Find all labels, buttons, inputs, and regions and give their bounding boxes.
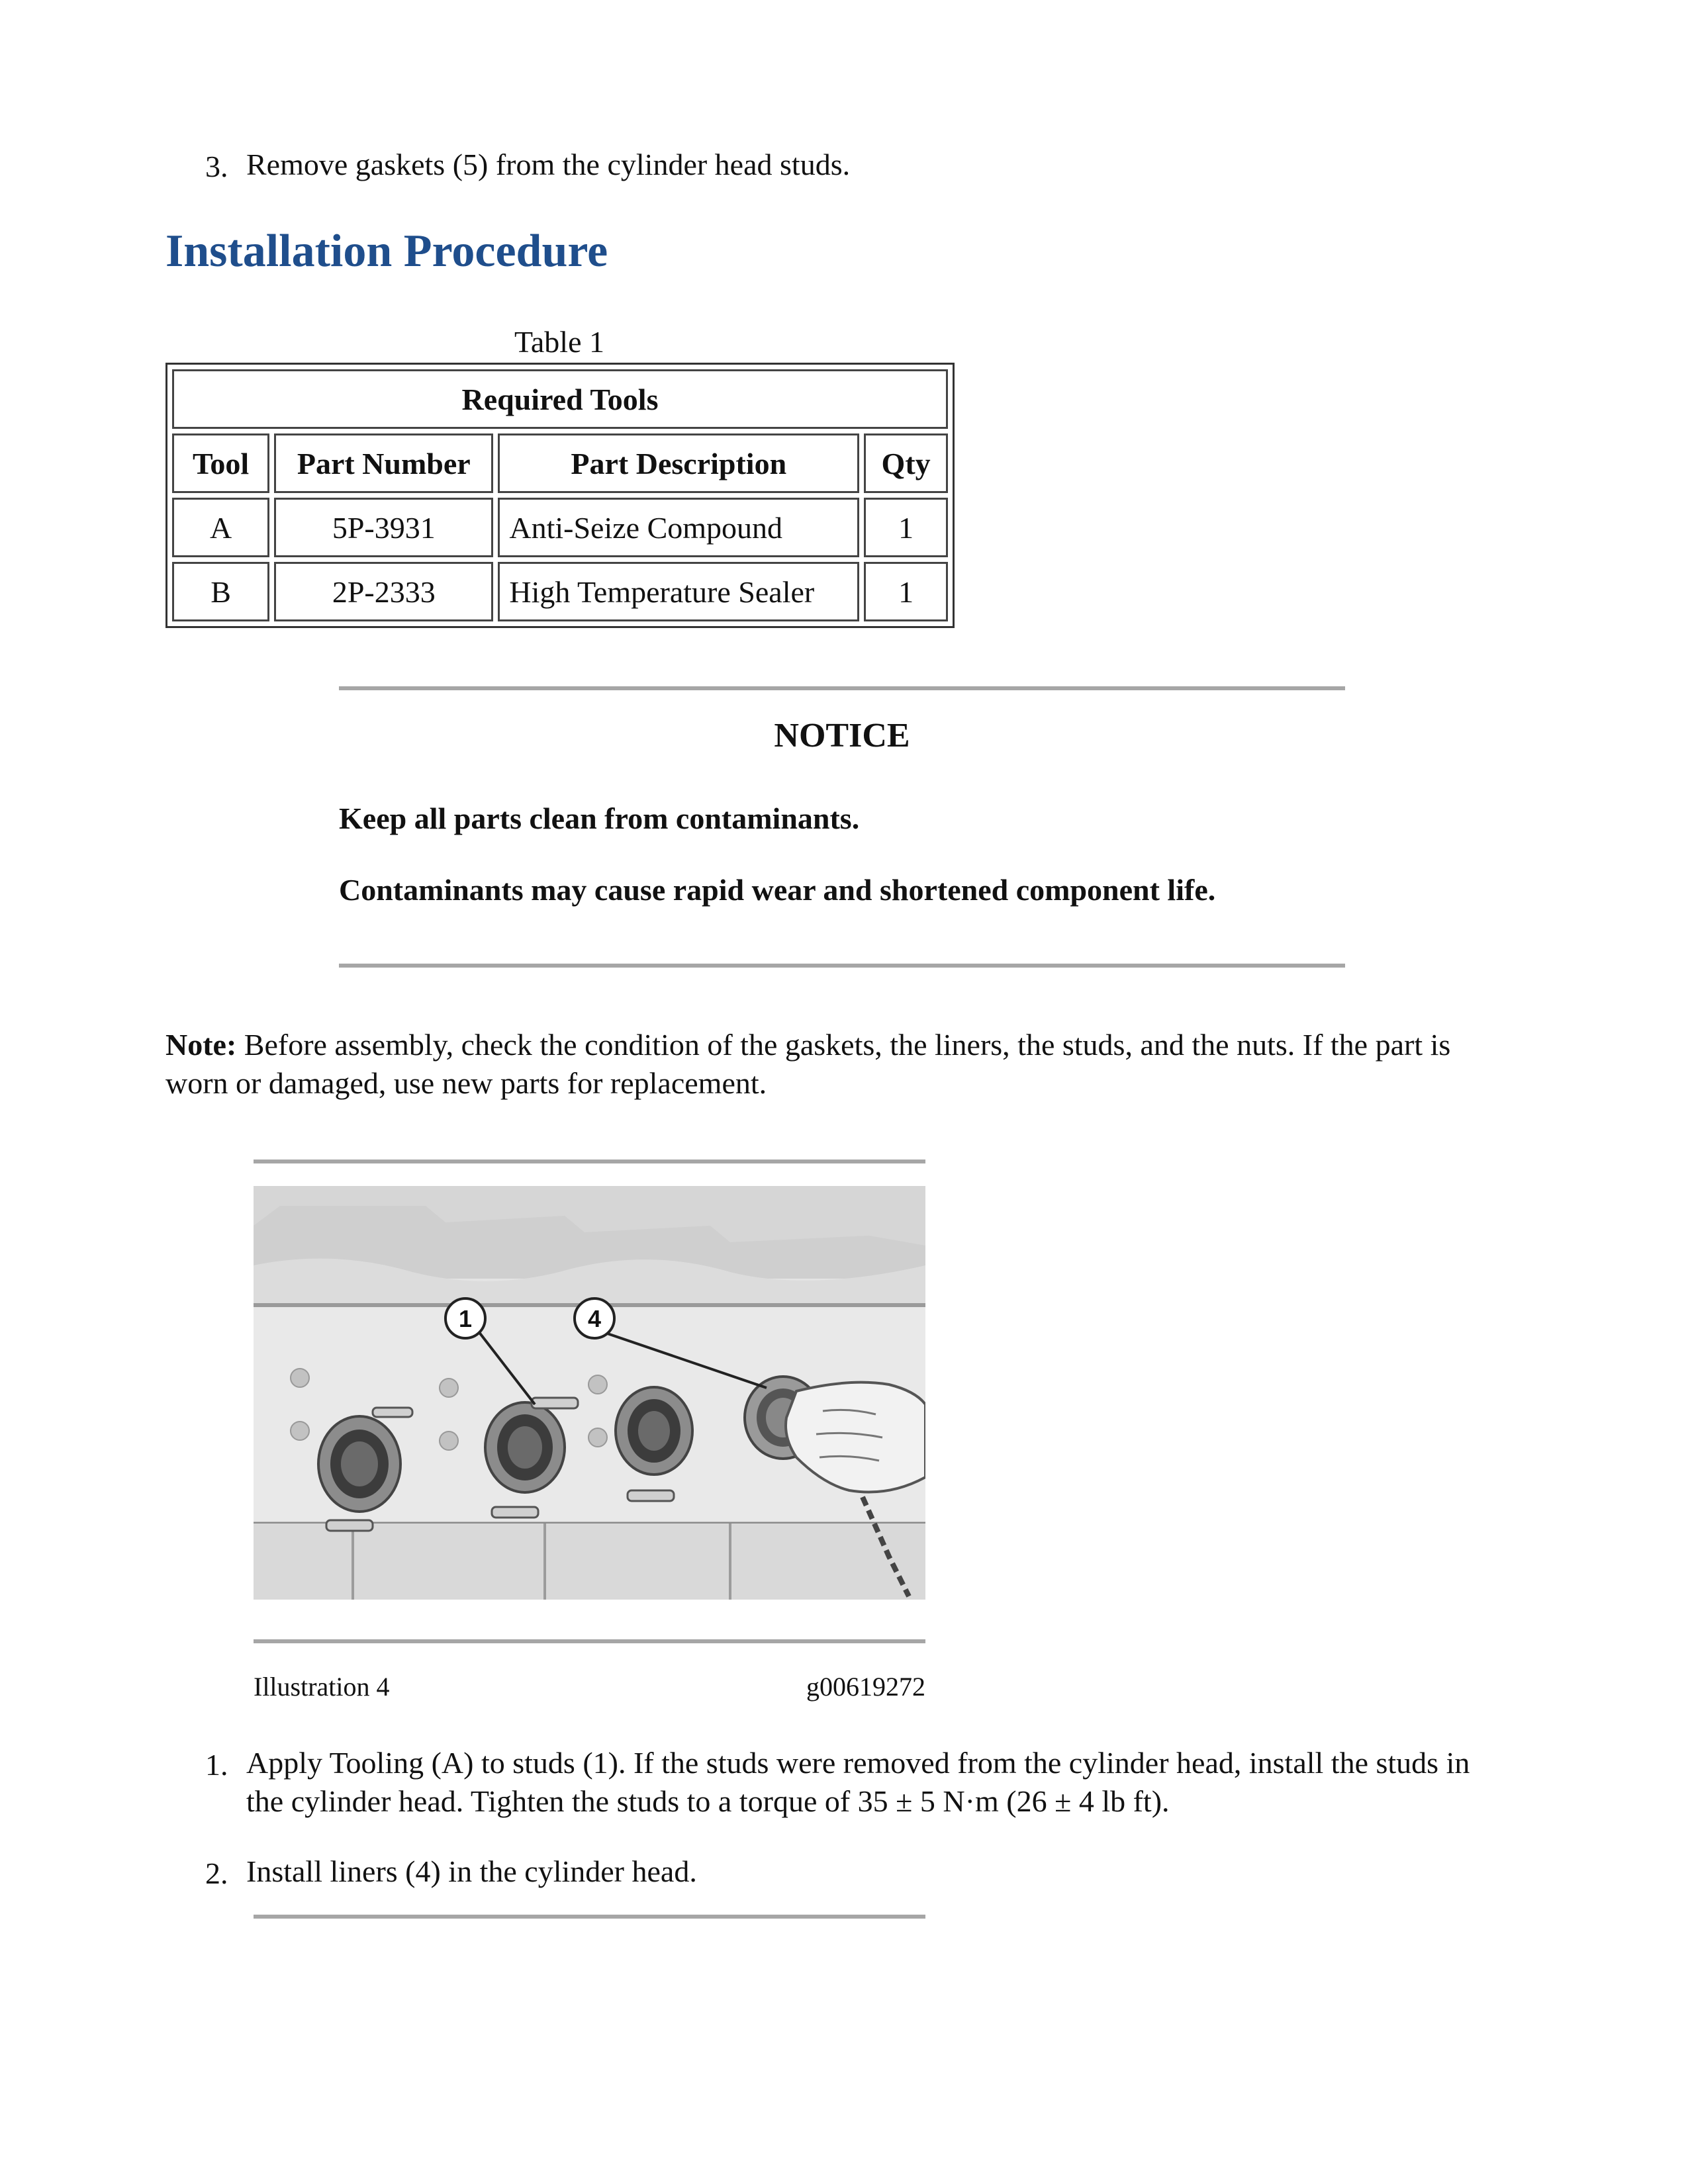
step-2-text: Install liners (4) in the cylinder head. [246,1854,697,1888]
callout-4-label: 4 [587,1305,602,1332]
cell-tool: A [172,498,269,557]
illustration-bottom-rule [254,1639,925,1643]
cylinder-head-illustration [254,1186,925,1600]
cell-qty: 1 [864,562,948,621]
steps-bottom-rule [254,1915,925,1919]
illustration-code: g00619272 [806,1672,925,1702]
step-1-text: Apply Tooling (A) to studs (1). If the studs were removed from the cylinder head, install the studs in the cylinder head. Tighten the studs to a torque of 35 ± 5 N·m (26 ± 4 lb ft). [246,1746,1470,1818]
header-qty: Qty [864,433,948,493]
header-part-number: Part Number [274,433,493,493]
step-2-number: 2. [205,1856,228,1890]
cell-part-number: 2P-2333 [274,562,493,621]
table-row [172,562,948,621]
cell-tool: B [172,562,269,621]
note-paragraph [165,1026,1516,1103]
cell-part-number: 5P-3931 [274,498,493,557]
section-heading: Installation Procedure [165,226,608,277]
note-label: Note: [165,1028,237,1062]
cell-part-description: Anti-Seize Compound [498,498,859,557]
notice-title: NOTICE [774,717,910,754]
table-title: Required Tools [172,369,948,429]
header-part-description: Part Description [498,433,859,493]
notice-line-2: Contaminants may cause rapid wear and shortened component life. [339,873,1216,907]
step-1-number: 1. [205,1748,228,1782]
cell-part-description: High Temperature Sealer [498,562,859,621]
notice-line-1: Keep all parts clean from contaminants. [339,801,860,835]
notice-bottom-rule [339,964,1345,968]
step-3-text: Remove gaskets (5) from the cylinder head studs. [246,148,851,181]
cell-qty: 1 [864,498,948,557]
callout-1-label: 1 [458,1305,473,1332]
step-3-number: 3. [205,150,228,183]
required-tools-table [165,363,955,628]
notice-top-rule [339,686,1345,690]
illustration-top-rule [254,1160,925,1163]
table-caption: Table 1 [514,325,604,359]
note-text: Before assembly, check the condition of the gaskets, the liners, the studs, and the nuts. If the part is worn or damaged, use new parts for replacement. [165,1028,1451,1100]
header-tool: Tool [172,433,269,493]
table-row [172,498,948,557]
illustration-label: Illustration 4 [254,1672,390,1702]
